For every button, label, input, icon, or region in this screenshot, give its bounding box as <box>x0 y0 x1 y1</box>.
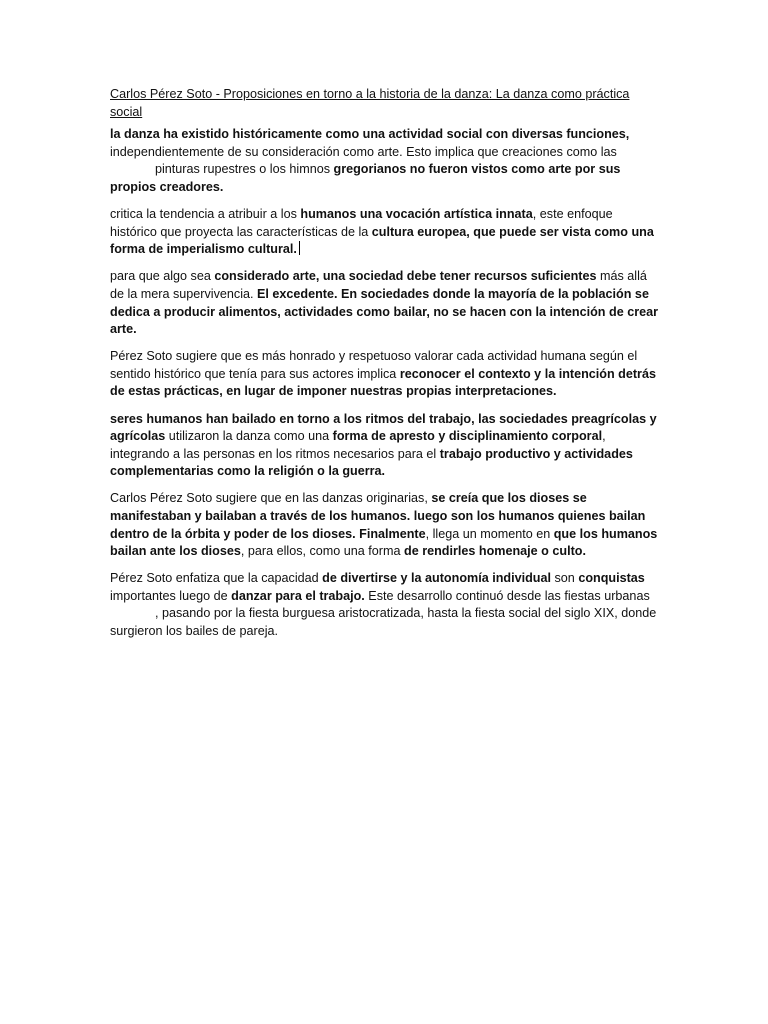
text-run: para que algo sea <box>110 269 215 284</box>
paragraph <box>110 126 658 196</box>
text-run: critica la tendencia a atribuir a los <box>110 207 301 222</box>
text-run: pinturas rupestres o los himnos <box>155 162 334 177</box>
bold-text-run: que los humanos bailan ante los dioses <box>110 526 658 559</box>
text-run: , integrando a las personas en los ritmos necesarios para el <box>110 429 606 461</box>
bold-text-run: la danza ha existido históricamente como una actividad social con diversas funciones, <box>110 127 630 142</box>
text-run: importantes luego de <box>110 588 232 603</box>
bold-text-run: gregorianos no fueron vistos como arte por sus propios creadores. <box>110 162 621 194</box>
text-run: son <box>551 571 579 586</box>
text-run: más allá de la mera supervivencia. <box>110 269 647 301</box>
bold-text-run: trabajo productivo y actividades complementarias como la religión o la guerra. <box>110 446 633 479</box>
bold-text-run: considerado arte, una sociedad debe tener recursos suficientes <box>214 269 597 284</box>
bold-text-run: humanos una vocación artística innata <box>300 207 533 222</box>
bold-text-run: danzar para el trabajo. <box>231 588 365 603</box>
paragraph <box>110 348 658 401</box>
text-run: , pasando por la fiesta burguesa aristocratizada, hasta la fiesta social del siglo XIX, donde surgieron los bailes de pareja. <box>110 606 657 639</box>
paragraph <box>110 411 658 481</box>
bold-text-run: conquistas <box>578 571 645 586</box>
bold-text-run: seres humanos han bailado en torno a los ritmos del trabajo, las sociedades preagrícolas y agrícolas <box>110 411 657 444</box>
paragraph <box>110 206 658 259</box>
document-body[interactable] <box>110 86 658 650</box>
text-run: , para ellos, como una forma <box>240 544 404 559</box>
bold-text-run: cultura europea, que puede ser vista como una forma de imperialismo cultural. <box>110 224 654 257</box>
paragraph <box>110 490 658 560</box>
text-run: utilizaron la danza como una <box>165 429 333 444</box>
bold-text-run: de rendirles homenaje o culto. <box>404 544 586 559</box>
text-run: Carlos Pérez Soto sugiere que en las danzas originarias, <box>110 491 432 506</box>
text-cursor <box>299 241 300 255</box>
bold-text-run: de divertirse y la autonomía individual <box>322 571 551 586</box>
document-title: Carlos Pérez Soto - Proposiciones en torno a la historia de la danza: La danza como práctica social <box>110 87 630 119</box>
paragraph-list <box>110 126 658 640</box>
text-run: , este enfoque histórico que proyecta las características de la <box>110 207 613 239</box>
paragraph <box>110 570 658 640</box>
text-run: , llega un momento en <box>425 526 554 541</box>
bold-text-run: se creía que los dioses se manifestaban y bailaban a través de los humanos. luego son los humanos quienes bailan dentro de la órbita y poder de los dioses. Finalmente <box>110 491 646 541</box>
bold-text-run: reconocer el contexto y la intención detrás de estas prácticas, en lugar de imponer nuestras propias interpretaciones. <box>110 366 656 399</box>
paragraph <box>110 268 658 338</box>
text-run: Pérez Soto sugiere que es más honrado y respetuoso valorar cada actividad humana según el sentido histórico que tenía para sus actores implica <box>110 349 638 381</box>
bold-text-run: forma de apresto y disciplinamiento corporal <box>332 429 603 444</box>
text-run: Pérez Soto enfatiza que la capacidad <box>110 571 323 586</box>
text-run: Este desarrollo continuó desde las fiestas urbanas <box>364 588 650 603</box>
bold-text-run: El excedente. En sociedades donde la mayoría de la población se dedica a producir alimentos, actividades como bailar, no se hacen con la intención de crear arte. <box>110 286 659 337</box>
text-run: independientemente de su consideración como arte. Esto implica que creaciones como las <box>110 144 617 159</box>
